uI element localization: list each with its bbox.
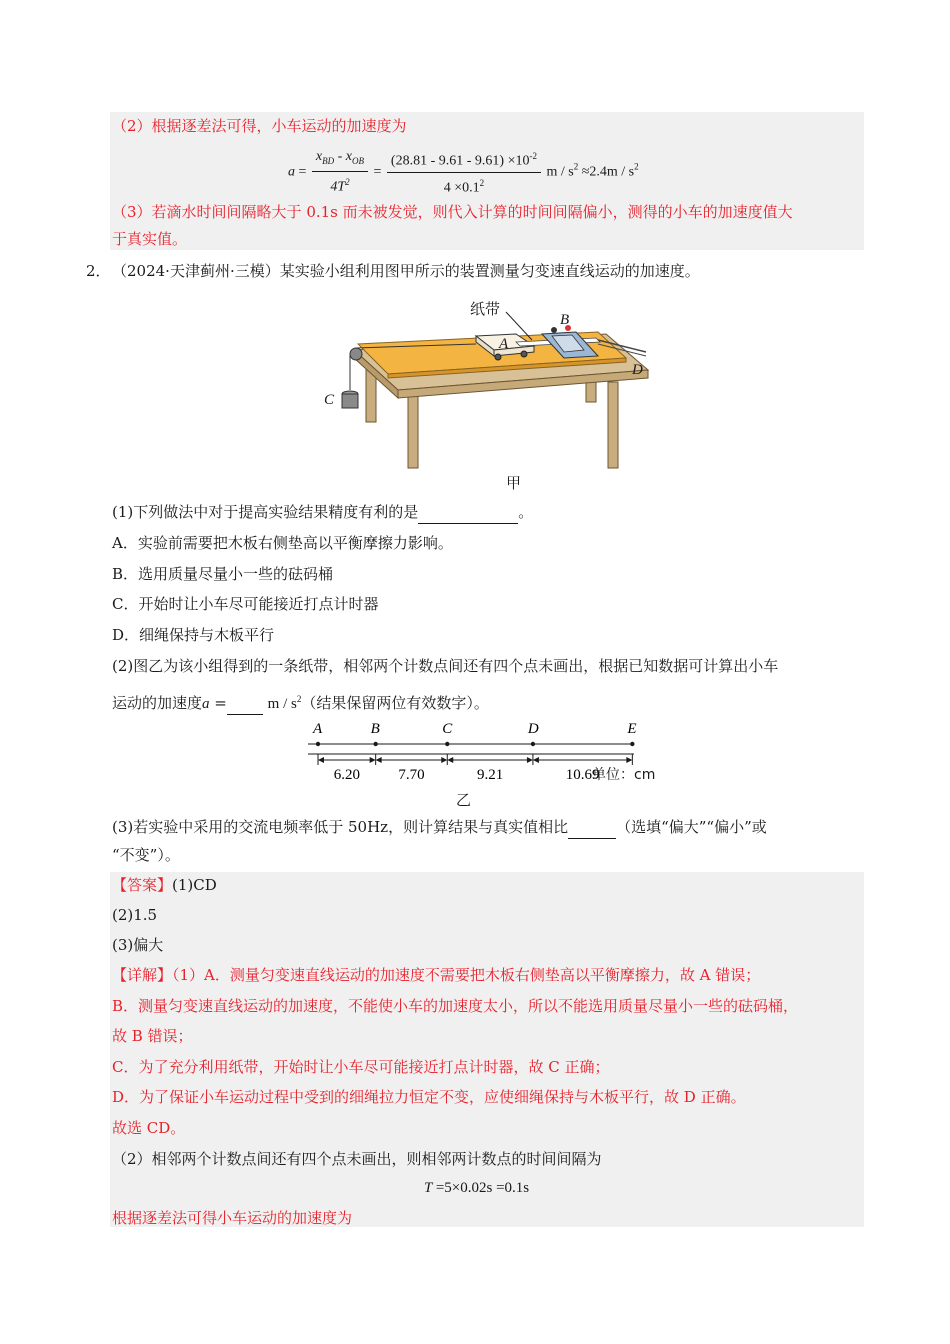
formula-eq2: = (373, 164, 382, 180)
formula-exp: -2 (529, 151, 537, 161)
weight-bucket (342, 394, 358, 408)
label-paper-tape: 纸带 (470, 300, 501, 318)
q2-part3-post: （选填“偏大”“偏小”或 (616, 818, 767, 836)
unit-sq: 2 (296, 694, 302, 704)
tape-dot (630, 742, 634, 746)
eq-sign: = (214, 694, 227, 712)
tape-dot (373, 742, 377, 746)
q2-part3-line2: “不变”）。 (112, 846, 180, 864)
tape-dot (531, 742, 535, 746)
formula-num2: (28.81 - 9.61 - 9.61) ×10 (390, 153, 530, 169)
formula-unit: m / s (546, 164, 574, 180)
tape-arrowhead (527, 757, 533, 763)
q2-part2-pre: 运动的加速度 (112, 694, 203, 712)
q2-part2-line2 (112, 688, 489, 715)
option-D: D．细绳保持与木板平行 (112, 626, 275, 644)
detail-tag: 【详解】 (112, 966, 173, 984)
q2-part1 (112, 501, 533, 524)
detail-line-2: B．测量匀变速直线运动的加速度，不能使小车的加速度太小，所以不能选用质量尽量小一些的砝码桶， (112, 997, 799, 1015)
formula-sq3: 2 (573, 161, 579, 172)
formula-sq1: 2 (345, 176, 350, 187)
tape-arrowhead (626, 757, 632, 763)
tape-arrowhead (533, 757, 539, 763)
caption-yi: 乙 (456, 791, 472, 809)
solution-line-2: （2）根据逐差法可得，小车运动的加速度为 (112, 117, 407, 135)
detail-line-5: D．为了保证小车运动过程中受到的细绳拉力恒定不变，应使细绳保持与木板平行，故 D 正确。 (112, 1088, 746, 1106)
answer-2: (2)1.5 (112, 906, 158, 924)
var-a: a (202, 696, 210, 712)
formula-x1: x (315, 148, 323, 164)
tape-arrowhead (441, 757, 447, 763)
answer-block (110, 872, 864, 1227)
answer-blank-1[interactable] (418, 501, 518, 524)
pulley (350, 348, 362, 360)
answer-tag: 【答案】 (112, 876, 173, 894)
formula-acceleration (288, 146, 639, 198)
formula-var-a: a (288, 164, 295, 180)
formula-sq4: 2 (634, 161, 639, 172)
option-C: C．开始时让小车尽可能接近打点计时器 (112, 595, 379, 613)
figure-yi-tape (300, 715, 680, 810)
formula-eq: = (298, 164, 307, 180)
detail-line-4: C．为了充分利用纸带，开始时让小车尽可能接近打点计时器，故 C 正确； (112, 1058, 610, 1076)
formula-approx: ≈2.4m / s (581, 164, 635, 180)
tape-segment-length: 10.69 (565, 767, 600, 783)
question-number: 2． (86, 262, 111, 280)
table-leg (608, 382, 618, 468)
tape-segment-length: 7.70 (398, 767, 425, 783)
answer-1: (1)CD (172, 876, 217, 894)
label-B: B (560, 312, 570, 328)
option-A: A．实验前需要把木板右侧垫高以平衡摩擦力影响。 (112, 534, 453, 552)
figure-jia-apparatus (316, 292, 656, 492)
formula-den1: 4T (330, 179, 346, 195)
tape-point-label: E (627, 721, 637, 737)
solution-line-3: （3）若滴水时间间隔略大于 0.1s 而未被发觉，则代入计算的时间间隔偏小，测得的小车的加速度值大 (112, 203, 793, 221)
tape-arrowhead (447, 757, 453, 763)
tape-arrowhead (370, 757, 376, 763)
question-stem: （2024·天津蓟州·三模）某实验小组利用图甲所示的装置测量匀变速直线运动的加速度。 (112, 262, 700, 280)
tape-unit: 单位：cm (592, 767, 656, 783)
formula-ob: OB (352, 155, 365, 166)
caption-jia: 甲 (506, 474, 522, 492)
tape-arrowhead (376, 757, 382, 763)
q2-part1-text: (1)下列做法中对于提高实验结果精度有利的是 (112, 503, 419, 521)
option-B: B．选用质量尽量小一些的砝码桶 (112, 565, 334, 583)
period-value: =5×0.02s =0.1s (435, 1180, 530, 1196)
formula-den2: 4 ×0.1 (443, 180, 480, 196)
detail-line-1 (112, 964, 760, 986)
answer-blank-3[interactable] (568, 816, 616, 839)
var-T: T (424, 1180, 433, 1196)
unit-ms2: m / s (267, 696, 297, 712)
tape-arrowhead (318, 757, 324, 763)
formula-period (424, 1177, 529, 1199)
q2-part2-line1: (2)图乙为该小组得到的一条纸带，相邻两个计数点间还有四个点未画出，根据已知数据可计算出小车 (112, 657, 779, 675)
answer-3: (3)偏大 (112, 936, 164, 954)
tape-point-label: B (370, 721, 380, 737)
q2-part3-text: (3)若实验中采用的交流电频率低于 50Hz，则计算结果与真实值相比 (112, 818, 569, 836)
detail-line-6: 故选 CD。 (112, 1119, 186, 1137)
answer-line-1 (112, 874, 217, 896)
q2-part3-line1 (112, 816, 767, 839)
detail-line-7: （2）相邻两个计数点间还有四个点未画出，则相邻两计数点的时间间隔为 (112, 1150, 602, 1168)
formula-minus: - (337, 148, 343, 164)
label-D: D (632, 362, 643, 378)
q2-part2-post: （结果保留两位有效数字）。 (301, 694, 489, 712)
tape-point-label: A (313, 721, 323, 737)
formula-sq2: 2 (479, 177, 485, 188)
detail-line-3: 故 B 错误； (112, 1027, 193, 1045)
tape-dot (445, 742, 449, 746)
formula-x2: x (345, 148, 353, 164)
tape-segment-length: 9.21 (476, 767, 504, 783)
formula-bd: BD (322, 155, 335, 166)
q2-part1-end: 。 (518, 503, 534, 521)
solution-line-4: 于真实值。 (112, 230, 188, 248)
detail-line-8: 根据逐差法可得小车运动的加速度为 (112, 1209, 353, 1227)
tape-point-label: D (527, 721, 539, 737)
detail-1: （1）A．测量匀变速直线运动的加速度不需要把木板右侧垫高以平衡摩擦力，故 A 错误； (172, 966, 761, 984)
tape-point-label: C (442, 721, 453, 737)
label-A: A (499, 336, 509, 352)
answer-blank-2[interactable] (227, 692, 263, 715)
terminal (551, 327, 557, 333)
tape-segment-length: 6.20 (333, 767, 360, 783)
tape-dot (316, 742, 320, 746)
label-C: C (324, 392, 335, 408)
